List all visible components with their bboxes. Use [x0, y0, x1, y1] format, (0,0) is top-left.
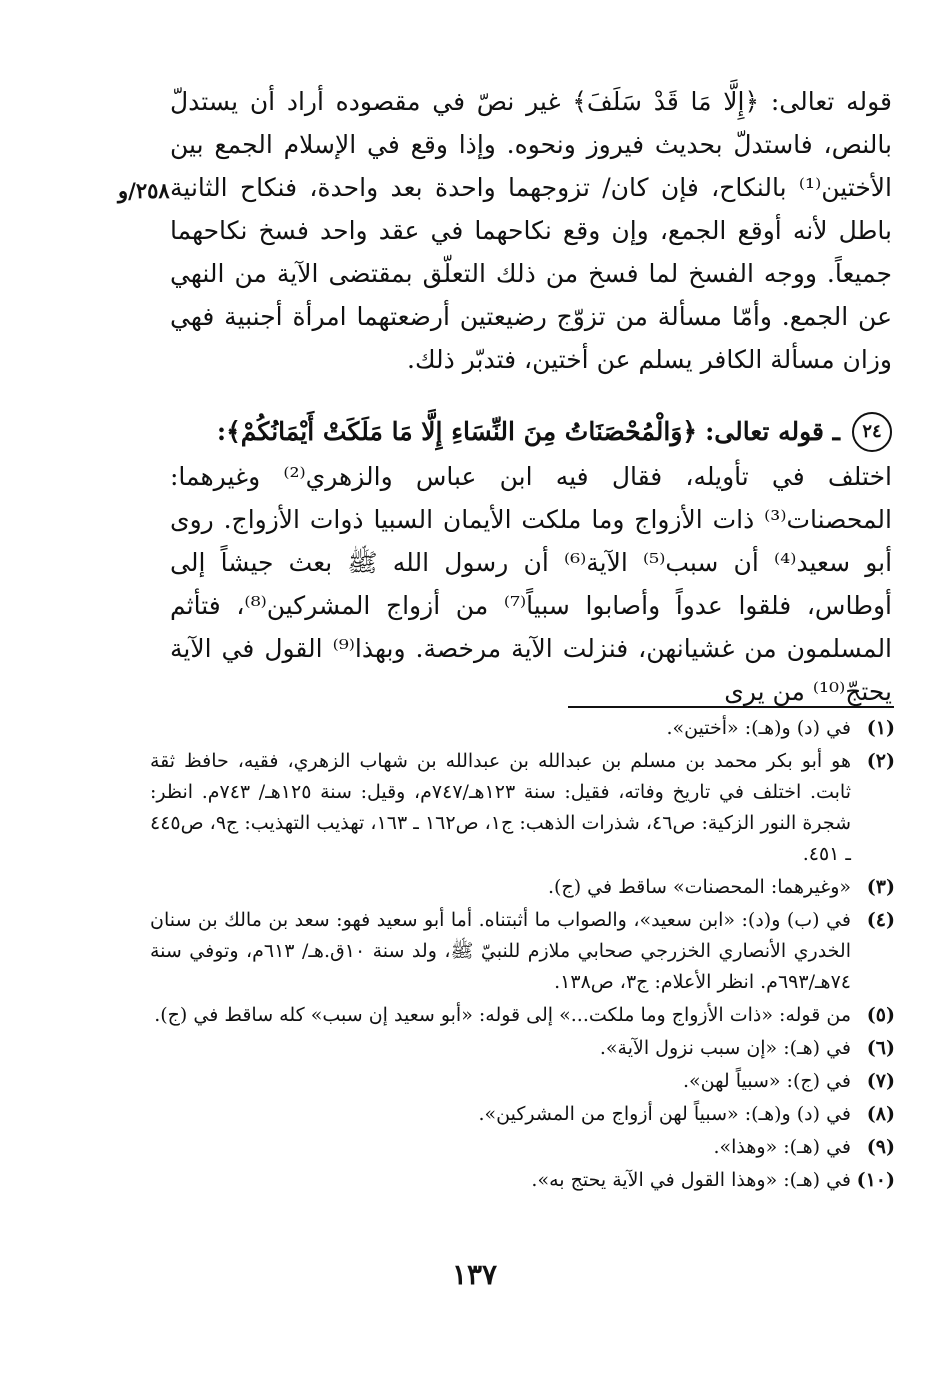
- footnote-separator-rule: [568, 706, 894, 708]
- footnote-item: [150, 872, 895, 903]
- footnote-text: في (هـ): «إن سبب نزول الآية».: [599, 1037, 851, 1059]
- footnote-item: [150, 713, 895, 744]
- main-text-block: [170, 80, 892, 381]
- footnote-text: «وغيرهما: المحصنات» ساقط في (ج).: [547, 876, 851, 898]
- footnote-item: [150, 1099, 895, 1130]
- footnote-text: في (د) و(هـ): «أختين».: [666, 717, 851, 739]
- footnote-number: (٥): [866, 1004, 895, 1026]
- footnote-item: [150, 1033, 895, 1064]
- footnote-number: (٨): [866, 1103, 895, 1125]
- page-number: ١٣٧: [451, 1258, 498, 1291]
- footnote-number: (٤): [866, 909, 895, 931]
- footnote-item: [150, 1066, 895, 1097]
- section-heading-label: ـ قوله تعالى:: [705, 417, 840, 446]
- section-heading: [170, 410, 892, 453]
- footnote-text: في (د) و(هـ): «سبياً لهن أزواج من المشركين».: [478, 1103, 851, 1125]
- footnote-text: في (ب) و(د): «ابن سعيد»، والصواب ما أثبتناه. أما أبو سعيد فهو: سعد بن مالك بن سنان الخدري الأنصاري الخزرجي صحابي ملازم للنبيّ ﷺ، ولد سنة ١٠ق.هـ/ ٦١٣م، وتوفي سنة ٧٤هـ/٦٩٣م. انظر الأعلام: ج٣، ص١٣٨.: [150, 909, 851, 993]
- section-24: [170, 410, 892, 713]
- footnote-item: [150, 746, 895, 870]
- footnote-text: هو أبو بكر محمد بن مسلم بن عبدالله بن عبدالله بن شهاب الزهري، فقيه، حافظ ثقة ثابت. اختلف في تاريخ وفاته، فقيل: سنة ١٢٣هـ/٧٤٧م، وقيل: سنة ١٢٥هـ/ ٧٤٣م. انظر: شجرة النور الزكية: ص٤٦، شذرات الذهب: ج١، ص١٦٢ ـ ١٦٣، تهذيب التهذيب: ج٩، ص٤٤٥ ـ ٤٥١.: [150, 750, 852, 865]
- quranic-verse: ﴿وَالْمُحْصَنَاتُ مِنَ النِّسَاءِ إِلَّا مَا مَلَكَتْ أَيْمَانُكُمْ﴾:: [216, 417, 698, 446]
- section-body-text: اختلف في تأويله، فقال فيه ابن عباس والزهري⁽²⁾ وغيرهما: المحصنات⁽³⁾ ذات الأزواج وما ملكت الأيمان السبيا ذوات الأزواج. روى أبو سعيد⁽⁴⁾ أن سبب⁽⁵⁾ الآية⁽⁶⁾ أن رسول الله ﷺ بعث جيشاً إلى أوطاس، فلقوا عدواً وأصابوا سبياً⁽⁷⁾ من أزواج المشركين⁽⁸⁾، فتأثم المسلمون من غشيانهن، فنزلت الآية مرخصة. وبهذا⁽⁹⁾ القول في الآية يحتجّ⁽¹⁰⁾ من يرى: [170, 462, 893, 706]
- footnote-number: (١): [866, 717, 895, 739]
- footnote-text: في (هـ): «وهذا».: [713, 1136, 851, 1158]
- footnote-text: من قوله: «ذات الأزواج وما ملكت...» إلى قوله: «أبو سعيد إن سبب» كله ساقط في (ج).: [154, 1004, 851, 1026]
- footnote-item: [150, 1165, 895, 1196]
- footnote-number: (٣): [866, 876, 895, 898]
- footnote-text: في (ج): «سبياً لهن».: [682, 1070, 851, 1092]
- footnote-number: (١٠): [856, 1169, 895, 1191]
- footnote-item: [150, 1000, 895, 1031]
- verse-number-badge: ٢٤: [852, 412, 892, 452]
- footnote-item: [150, 1132, 895, 1163]
- paragraph-1: قوله تعالى: ﴿إِلَّا مَا قَدْ سَلَفَ﴾ غير نصّ في مقصوده أراد أن يستدلّ بالنص، فاستدلّ بحديث فيروز ونحوه. وإذا وقع في الإسلام الجمع بين الأختين⁽¹⁾ بالنكاح، فإن كان/ تزوجهما واحدة بعد واحدة، فنكاح الثانية باطل لأنه أوقع الجمع، وإن وقع نكاحهما في عقد واحد فسخ نكاحهما جميعاً. ووجه الفسخ لما فسخ من ذلك التعلّق بمقتضى الآية من النهي عن الجمع. وأمّا مسألة من تزوّج رضيعتين أرضعتهما امرأة أجنبية فهي وزان مسألة الكافر يسلم عن أختين، فتدبّر ذلك.: [170, 87, 892, 374]
- footnote-text: في (هـ): «وهذا القول في الآية يحتج به».: [531, 1169, 851, 1191]
- footnote-number: (٦): [866, 1037, 895, 1059]
- footnote-number: (٢): [866, 750, 895, 772]
- footnotes-list: [150, 713, 895, 1198]
- margin-folio-note: ٢٥٨/و: [118, 178, 170, 203]
- footnote-number: (٧): [866, 1070, 895, 1092]
- footnote-item: [150, 905, 895, 998]
- footnote-number: (٩): [866, 1136, 895, 1158]
